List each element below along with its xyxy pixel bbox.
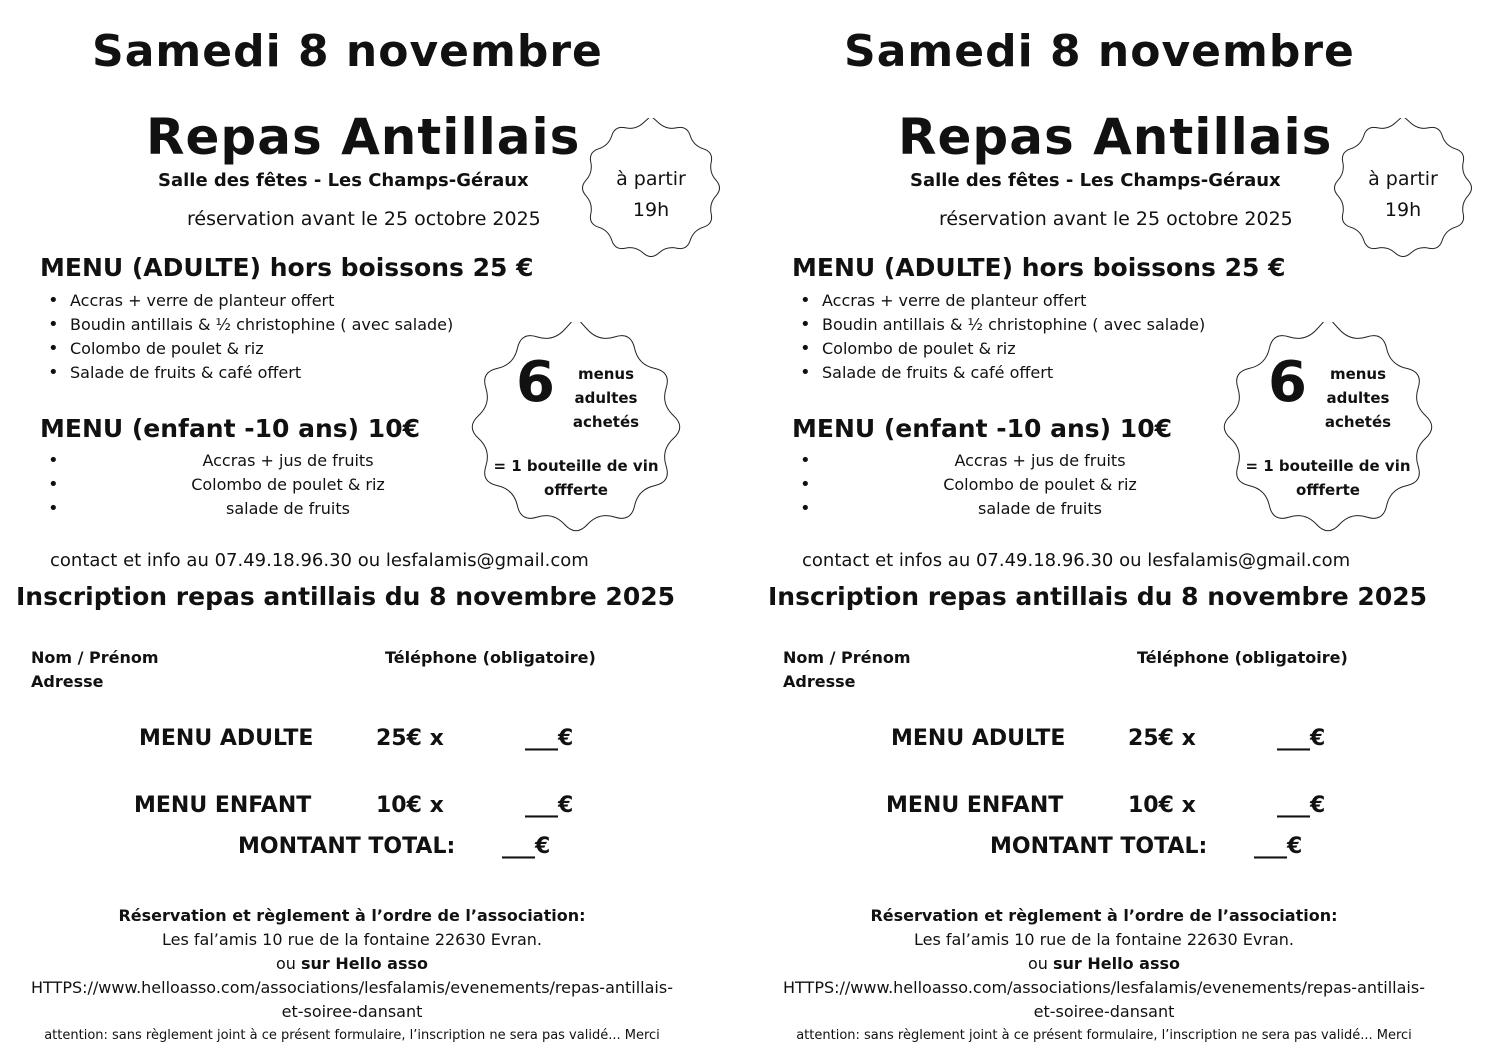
offer-line3: achetés	[572, 413, 640, 431]
time-badge-line1: à partir	[1368, 168, 1438, 190]
list-item: • Colombo de poulet & riz	[48, 337, 453, 361]
offer-badge	[1216, 322, 1440, 532]
venue: Salle des fêtes - Les Champs-Géraux	[910, 170, 1281, 191]
phone-label: Téléphone (obligatoire)	[385, 648, 596, 667]
total-label: MONTANT TOTAL:	[238, 834, 456, 859]
list-item: • Salade de fruits & café offert	[800, 361, 1205, 385]
time-badge-line2: 19h	[1384, 199, 1422, 221]
time-badge-line2: 19h	[632, 199, 670, 221]
offer-footer	[484, 454, 668, 502]
payment-title: Réservation et règlement à l’ordre de l’association:	[870, 906, 1338, 925]
list-item: • Colombo de poulet & riz	[48, 473, 468, 497]
time-badge-text	[578, 164, 724, 226]
form-title: Inscription repas antillais du 8 novembre 2025	[16, 582, 676, 611]
list-item: • salade de fruits	[48, 497, 468, 521]
child-order-price: 10€ x	[376, 793, 444, 818]
adult-menu-heading: MENU (ADULTE) hors boissons 25 €	[40, 253, 534, 282]
helloasso-url-line2[interactable]: et-soiree-dansant	[1033, 1002, 1175, 1021]
name-label: Nom / Prénom	[31, 648, 159, 667]
form-title: Inscription repas antillais du 8 novembre 2025	[768, 582, 1428, 611]
child-menu-list	[48, 449, 468, 521]
child-menu-list	[800, 449, 1220, 521]
payment-title: Réservation et règlement à l’ordre de l’association:	[118, 906, 586, 925]
reservation-deadline: réservation avant le 25 octobre 2025	[939, 208, 1293, 230]
offer-number: 6	[516, 350, 555, 415]
helloasso-url-line1[interactable]: HTTPS://www.helloasso.com/associations/lesfalamis/evenements/repas-antillais-	[31, 978, 673, 997]
helloasso-label: sur Hello asso	[1053, 954, 1180, 973]
phone-label: Téléphone (obligatoire)	[1137, 648, 1348, 667]
child-order-price: 10€ x	[1128, 793, 1196, 818]
list-item: • Accras + jus de fruits	[48, 449, 468, 473]
name-label: Nom / Prénom	[783, 648, 911, 667]
venue: Salle des fêtes - Les Champs-Géraux	[158, 170, 529, 191]
adult-menu-list	[48, 289, 453, 385]
payment-footer	[762, 904, 1446, 1048]
offer-badge	[464, 322, 688, 532]
helloasso-url-line1[interactable]: HTTPS://www.helloasso.com/associations/lesfalamis/evenements/repas-antillais-	[783, 978, 1425, 997]
child-order-amount: ___€	[525, 793, 574, 818]
child-order-amount: ___€	[1277, 793, 1326, 818]
offer-line3: achetés	[1324, 413, 1392, 431]
contact-info: contact et infos au 07.49.18.96.30 ou lesfalamis@gmail.com	[802, 550, 1351, 571]
child-order-label: MENU ENFANT	[134, 793, 312, 818]
address-label: Adresse	[783, 672, 856, 691]
child-order-label: MENU ENFANT	[886, 793, 1064, 818]
list-item: • Accras + verre de planteur offert	[48, 289, 453, 313]
offer-foot2: offferte	[1296, 481, 1360, 499]
list-item: • Accras + jus de fruits	[800, 449, 1220, 473]
payment-footer	[10, 904, 694, 1048]
child-menu-heading: MENU (enfant -10 ans) 10€	[792, 414, 1172, 443]
flyer-left	[0, 0, 748, 1059]
adult-menu-heading: MENU (ADULTE) hors boissons 25 €	[792, 253, 1286, 282]
offer-foot1: = 1 bouteille de vin	[1245, 457, 1411, 475]
adult-order-amount: ___€	[525, 726, 574, 751]
helloasso-label: sur Hello asso	[301, 954, 428, 973]
flyer-right	[752, 0, 1497, 1059]
adult-order-label: MENU ADULTE	[891, 726, 1066, 751]
time-badge-line1: à partir	[616, 168, 686, 190]
time-badge-text	[1330, 164, 1476, 226]
list-item: • Colombo de poulet & riz	[800, 337, 1205, 361]
event-title: Repas Antillais	[146, 108, 581, 166]
offer-text	[568, 362, 644, 434]
adult-menu-list	[800, 289, 1205, 385]
offer-line2: adultes	[1326, 389, 1390, 407]
or-text: ou	[276, 954, 302, 973]
list-item: • Boudin antillais & ½ christophine ( avec salade)	[800, 313, 1205, 337]
offer-line1: menus	[577, 365, 635, 383]
address-label: Adresse	[31, 672, 104, 691]
child-menu-heading: MENU (enfant -10 ans) 10€	[40, 414, 420, 443]
offer-text	[1320, 362, 1396, 434]
total-amount: ___€	[502, 834, 551, 859]
list-item: • Colombo de poulet & riz	[800, 473, 1220, 497]
helloasso-line	[762, 952, 1446, 976]
list-item: • Boudin antillais & ½ christophine ( avec salade)	[48, 313, 453, 337]
offer-line2: adultes	[574, 389, 638, 407]
adult-order-amount: ___€	[1277, 726, 1326, 751]
contact-info: contact et info au 07.49.18.96.30 ou lesfalamis@gmail.com	[50, 550, 589, 571]
payment-warning: attention: sans règlement joint à ce présent formulaire, l’inscription ne sera pas validé... Merci	[796, 1028, 1412, 1043]
list-item: • salade de fruits	[800, 497, 1220, 521]
helloasso-line	[10, 952, 694, 976]
offer-foot2: offferte	[544, 481, 608, 499]
date-title: Samedi 8 novembre	[844, 26, 1355, 77]
list-item: • Accras + verre de planteur offert	[800, 289, 1205, 313]
time-badge	[578, 118, 724, 258]
time-badge	[1330, 118, 1476, 258]
offer-line1: menus	[1329, 365, 1387, 383]
reservation-deadline: réservation avant le 25 octobre 2025	[187, 208, 541, 230]
association-address: Les fal’amis 10 rue de la fontaine 22630 Evran.	[914, 930, 1294, 949]
offer-number: 6	[1268, 350, 1307, 415]
offer-foot1: = 1 bouteille de vin	[493, 457, 659, 475]
adult-order-price: 25€ x	[1128, 726, 1196, 751]
total-amount: ___€	[1254, 834, 1303, 859]
helloasso-url-line2[interactable]: et-soiree-dansant	[281, 1002, 423, 1021]
event-title: Repas Antillais	[898, 108, 1333, 166]
or-text: ou	[1028, 954, 1054, 973]
date-title: Samedi 8 novembre	[92, 26, 603, 77]
offer-footer	[1236, 454, 1420, 502]
payment-warning: attention: sans règlement joint à ce présent formulaire, l’inscription ne sera pas validé... Merci	[44, 1028, 660, 1043]
adult-order-label: MENU ADULTE	[139, 726, 314, 751]
adult-order-price: 25€ x	[376, 726, 444, 751]
total-label: MONTANT TOTAL:	[990, 834, 1208, 859]
association-address: Les fal’amis 10 rue de la fontaine 22630 Evran.	[162, 930, 542, 949]
list-item: • Salade de fruits & café offert	[48, 361, 453, 385]
